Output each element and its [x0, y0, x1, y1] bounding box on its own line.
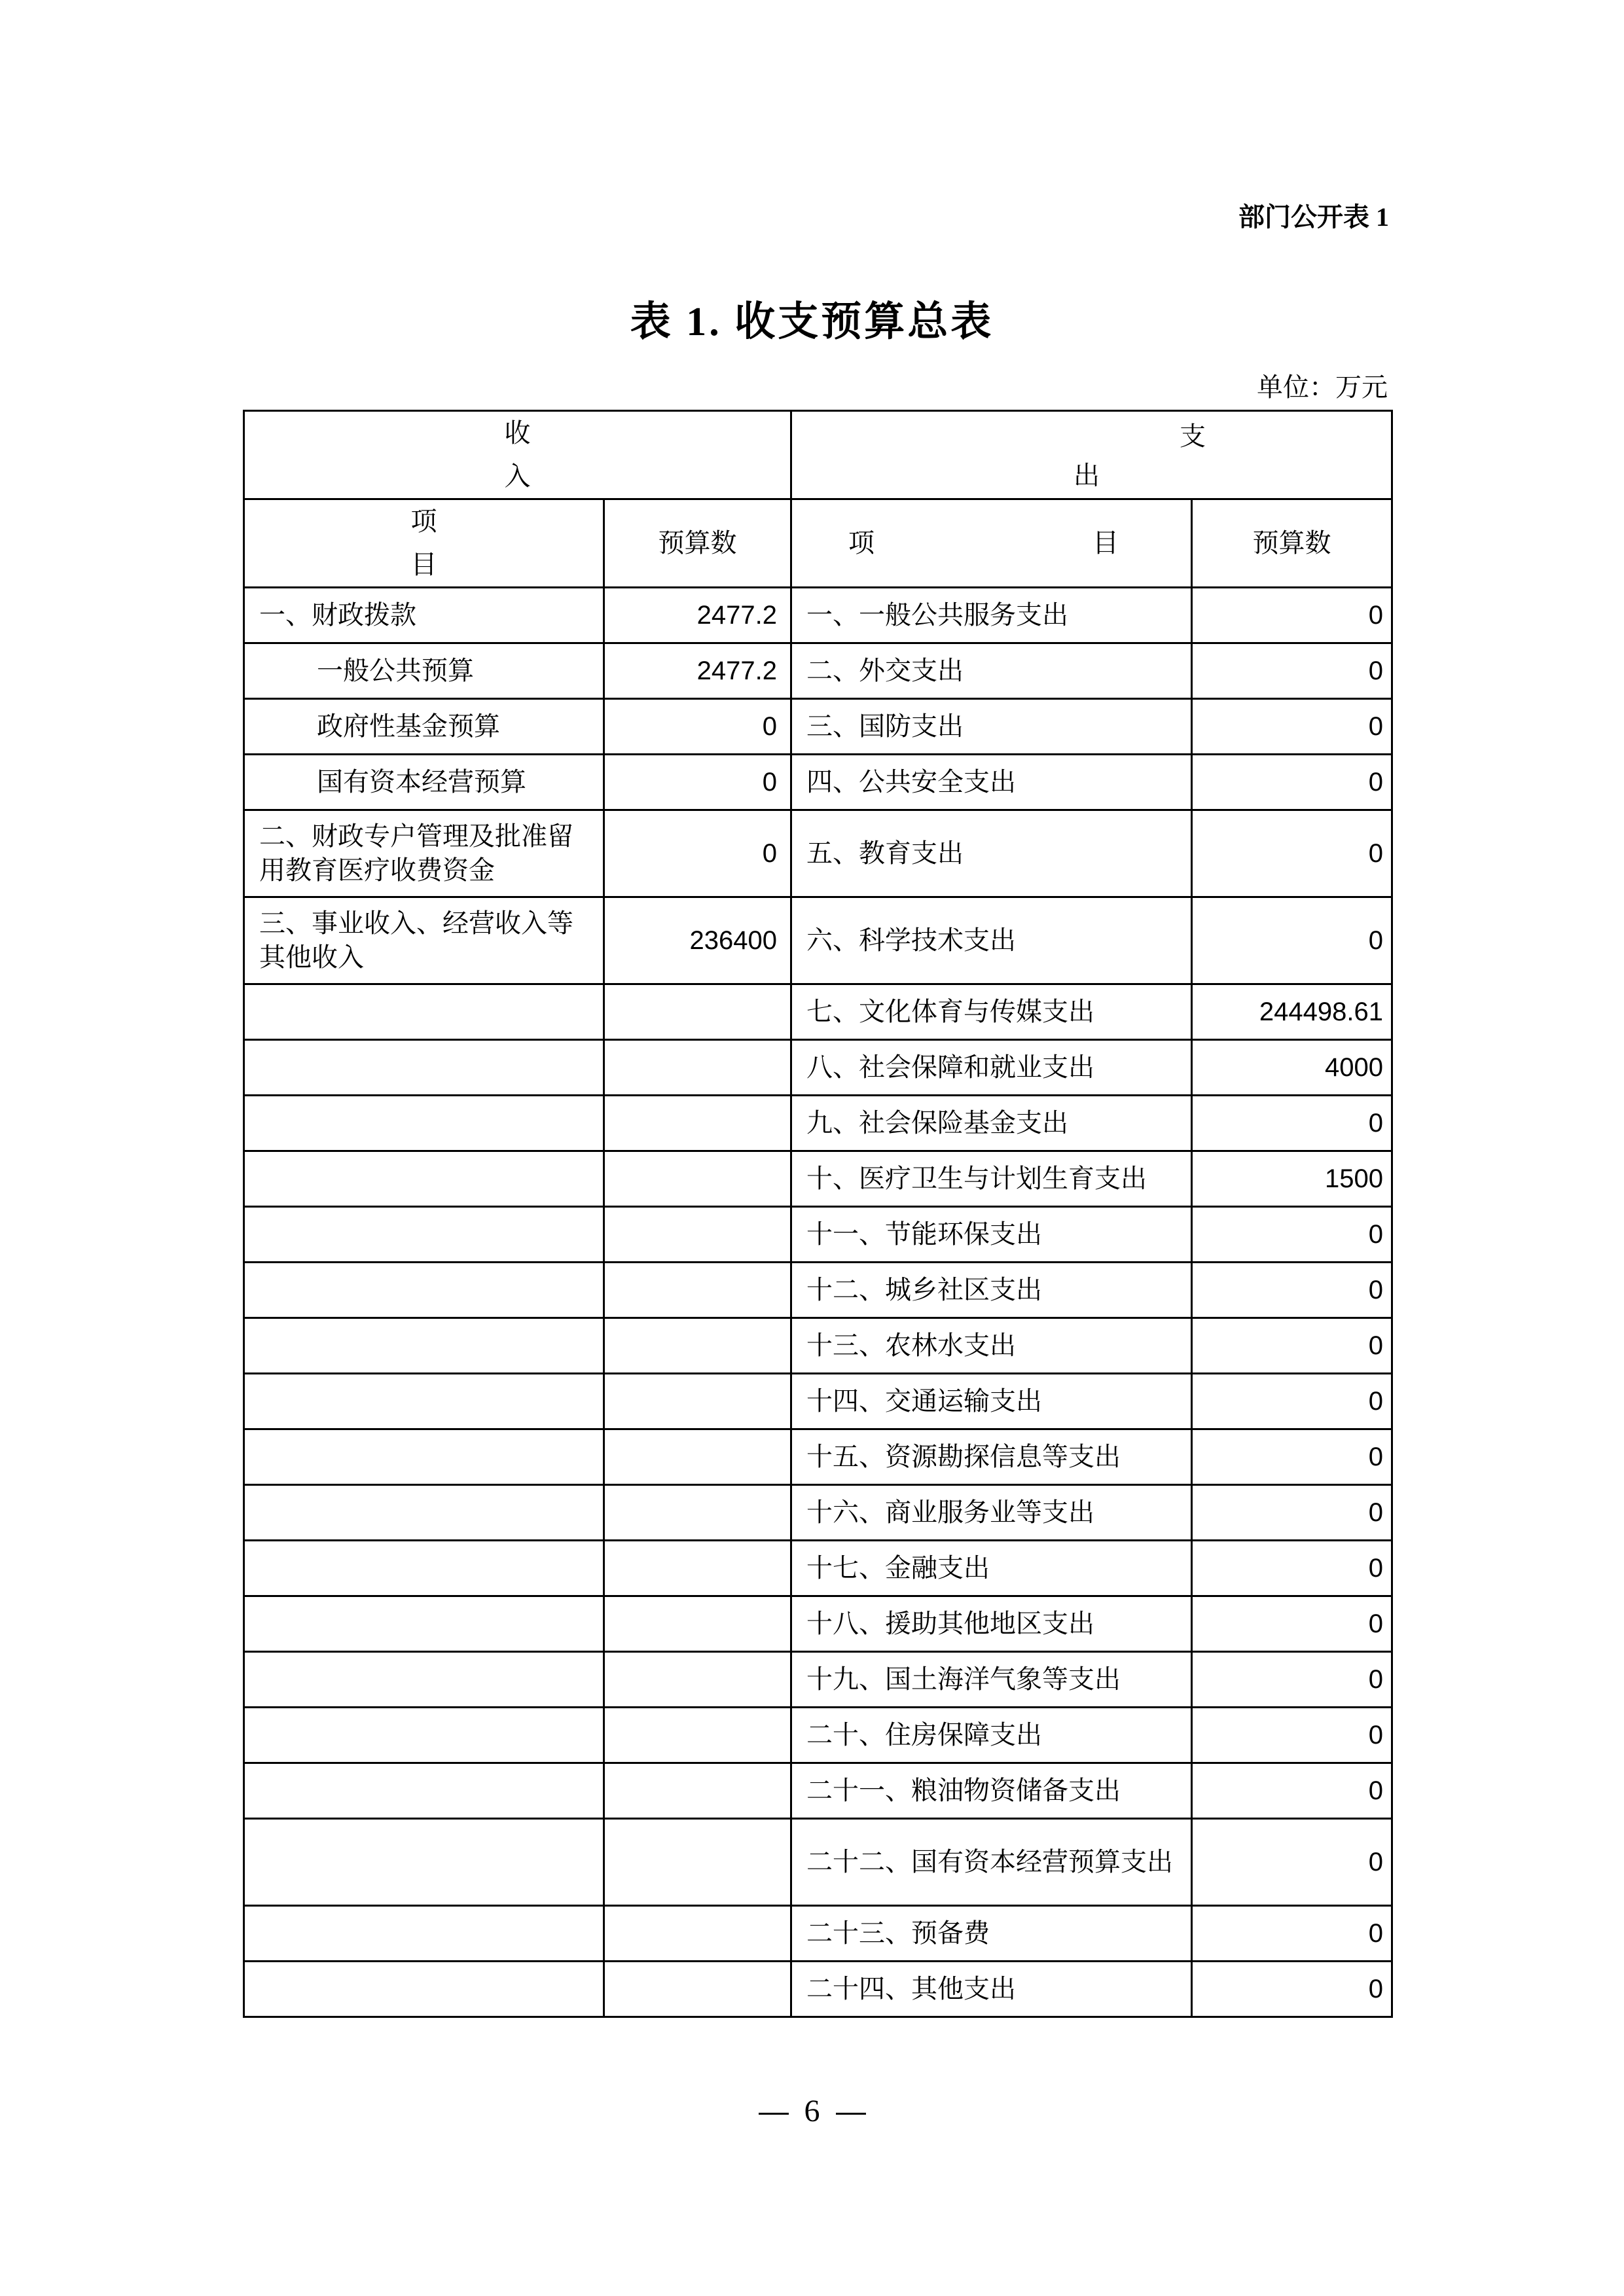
- expense-item-cell: 九、社会保险基金支出: [791, 1096, 1192, 1151]
- income-item-cell: [244, 1096, 604, 1151]
- expense-item-cell: 一、一般公共服务支出: [791, 588, 1192, 643]
- table-row: [244, 810, 1392, 897]
- expense-amount-cell: 0: [1192, 1596, 1392, 1652]
- expense-amount-cell: 0: [1192, 1541, 1392, 1596]
- expense-amount-cell: 0: [1192, 643, 1392, 699]
- expense-amount-cell: 0: [1192, 1708, 1392, 1763]
- table-row: [244, 588, 1392, 643]
- income-amount-cell: 236400: [604, 897, 791, 984]
- income-item-cell: 国有资本经营预算: [244, 755, 604, 810]
- table-row: [244, 1374, 1392, 1429]
- income-amount-cell: [604, 1485, 791, 1541]
- expense-amount-cell: 1500: [1192, 1151, 1392, 1207]
- income-item-cell: [244, 1906, 604, 1962]
- page-dash-left: [759, 2113, 789, 2115]
- income-amount-cell: [604, 1096, 791, 1151]
- income-item-cell: [244, 1318, 604, 1374]
- expense-item-header: [791, 499, 1192, 588]
- income-group-char-2: 入: [504, 461, 531, 491]
- income-amount-cell: [604, 984, 791, 1040]
- expense-amount-cell: 0: [1192, 1819, 1392, 1906]
- expense-item-cell: 十、医疗卫生与计划生育支出: [791, 1151, 1192, 1207]
- expense-amount-cell: 0: [1192, 1263, 1392, 1318]
- income-item-cell: 一般公共预算: [244, 643, 604, 699]
- table-row: [244, 1207, 1392, 1263]
- income-item-cell: [244, 1429, 604, 1485]
- income-item-cell: 政府性基金预算: [244, 699, 604, 755]
- income-amount-cell: [604, 1040, 791, 1096]
- table-row: [244, 1096, 1392, 1151]
- page-number: [0, 2092, 1624, 2131]
- income-item-cell: [244, 1596, 604, 1652]
- expense-item-header-char-1: 项: [848, 528, 875, 558]
- expense-item-cell: 八、社会保障和就业支出: [791, 1040, 1192, 1096]
- page-dash-right: [836, 2113, 866, 2115]
- income-item-header-char-1: 项: [410, 507, 437, 536]
- income-item-cell: 二、财政专户管理及批准留用教育医疗收费资金: [244, 810, 604, 897]
- table-row: [244, 1040, 1392, 1096]
- table-row: [244, 1596, 1392, 1652]
- table-row: [244, 1263, 1392, 1318]
- income-amount-cell: 0: [604, 810, 791, 897]
- income-amount-cell: [604, 1652, 791, 1708]
- expense-amount-cell: 0: [1192, 755, 1392, 810]
- expense-item-cell: 二、外交支出: [791, 643, 1192, 699]
- expense-item-cell: 十二、城乡社区支出: [791, 1263, 1192, 1318]
- expense-group-char-1: 支: [1180, 422, 1206, 451]
- income-item-cell: 一、财政拨款: [244, 588, 604, 643]
- table-row: [244, 643, 1392, 699]
- income-amount-header: 预算数: [604, 499, 791, 588]
- income-item-cell: [244, 1151, 604, 1207]
- table-row: [244, 1906, 1392, 1962]
- expense-item-cell: 十五、资源勘探信息等支出: [791, 1429, 1192, 1485]
- income-item-cell: [244, 1040, 604, 1096]
- expense-amount-cell: 0: [1192, 1374, 1392, 1429]
- expense-item-cell: 十四、交通运输支出: [791, 1374, 1192, 1429]
- expense-amount-cell: 0: [1192, 1763, 1392, 1819]
- expense-item-cell: 十八、援助其他地区支出: [791, 1596, 1192, 1652]
- income-amount-cell: [604, 1263, 791, 1318]
- table-row: [244, 984, 1392, 1040]
- table-row: [244, 1763, 1392, 1819]
- income-amount-cell: [604, 1429, 791, 1485]
- table-row: [244, 1708, 1392, 1763]
- income-amount-cell: [604, 1151, 791, 1207]
- expense-item-cell: 四、公共安全支出: [791, 755, 1192, 810]
- expense-group-char-2: 出: [1074, 461, 1100, 490]
- income-amount-cell: [604, 1318, 791, 1374]
- expense-amount-cell: 0: [1192, 588, 1392, 643]
- budget-table: [243, 410, 1393, 2018]
- expense-item-cell: 十三、农林水支出: [791, 1318, 1192, 1374]
- group-header-row: [244, 411, 1392, 499]
- expense-item-cell: 十七、金融支出: [791, 1541, 1192, 1596]
- income-item-cell: [244, 1652, 604, 1708]
- expense-item-cell: 二十三、预备费: [791, 1906, 1192, 1962]
- expense-group-header: [791, 411, 1392, 499]
- expense-amount-cell: 0: [1192, 699, 1392, 755]
- income-item-cell: [244, 984, 604, 1040]
- expense-amount-cell: 0: [1192, 1096, 1392, 1151]
- expense-amount-cell: 244498.61: [1192, 984, 1392, 1040]
- expense-item-cell: 三、国防支出: [791, 699, 1192, 755]
- income-item-cell: [244, 1263, 604, 1318]
- income-item-cell: [244, 1485, 604, 1541]
- income-item-header-char-2: 目: [410, 550, 437, 579]
- expense-amount-header: 预算数: [1192, 499, 1392, 588]
- table-row: [244, 1819, 1392, 1906]
- expense-item-cell: 五、教育支出: [791, 810, 1192, 897]
- table-row: [244, 1962, 1392, 2017]
- expense-item-cell: 六、科学技术支出: [791, 897, 1192, 984]
- income-amount-cell: [604, 1596, 791, 1652]
- income-item-cell: [244, 1708, 604, 1763]
- income-item-cell: [244, 1207, 604, 1263]
- income-amount-cell: 0: [604, 755, 791, 810]
- expense-item-cell: 十六、商业服务业等支出: [791, 1485, 1192, 1541]
- expense-item-cell: 二十、住房保障支出: [791, 1708, 1192, 1763]
- table-row: [244, 1485, 1392, 1541]
- expense-amount-cell: 0: [1192, 1429, 1392, 1485]
- expense-amount-cell: 0: [1192, 1962, 1392, 2017]
- unit-label: 单位：万元: [1257, 372, 1388, 402]
- income-item-cell: [244, 1962, 604, 2017]
- table-row: [244, 1541, 1392, 1596]
- table-row: [244, 699, 1392, 755]
- income-item-cell: [244, 1763, 604, 1819]
- expense-amount-cell: 0: [1192, 810, 1392, 897]
- income-amount-cell: [604, 1906, 791, 1962]
- income-amount-cell: [604, 1207, 791, 1263]
- table-row: [244, 755, 1392, 810]
- income-group-header: [244, 411, 791, 499]
- table-row: [244, 897, 1392, 984]
- income-amount-cell: [604, 1541, 791, 1596]
- expense-item-cell: 十九、国土海洋气象等支出: [791, 1652, 1192, 1708]
- income-amount-cell: [604, 1962, 791, 2017]
- income-amount-cell: [604, 1819, 791, 1906]
- expense-amount-cell: 0: [1192, 897, 1392, 984]
- page-title: 表 1. 收支预算总表: [630, 300, 994, 344]
- table-row: [244, 1151, 1392, 1207]
- income-item-cell: [244, 1374, 604, 1429]
- income-item-cell: [244, 1541, 604, 1596]
- page-number-value: 6: [804, 2094, 820, 2128]
- expense-amount-cell: 0: [1192, 1906, 1392, 1962]
- expense-amount-cell: 0: [1192, 1207, 1392, 1263]
- income-amount-cell: [604, 1763, 791, 1819]
- column-header-row: [244, 499, 1392, 588]
- table-row: [244, 1429, 1392, 1485]
- income-amount-cell: 2477.2: [604, 588, 791, 643]
- table-row: [244, 1652, 1392, 1708]
- expense-item-cell: 七、文化体育与传媒支出: [791, 984, 1192, 1040]
- income-amount-cell: [604, 1374, 791, 1429]
- expense-item-cell: 二十一、粮油物资储备支出: [791, 1763, 1192, 1819]
- income-amount-cell: 2477.2: [604, 643, 791, 699]
- expense-amount-cell: 0: [1192, 1652, 1392, 1708]
- expense-item-header-char-2: 目: [1092, 528, 1119, 558]
- income-item-header: [244, 499, 604, 588]
- expense-item-cell: 十一、节能环保支出: [791, 1207, 1192, 1263]
- expense-amount-cell: 0: [1192, 1485, 1392, 1541]
- income-amount-cell: 0: [604, 699, 791, 755]
- expense-amount-cell: 4000: [1192, 1040, 1392, 1096]
- income-amount-cell: [604, 1708, 791, 1763]
- table-tag: 部门公开表 1: [1238, 202, 1389, 232]
- table-row: [244, 1318, 1392, 1374]
- expense-item-cell: 二十二、国有资本经营预算支出: [791, 1819, 1192, 1906]
- income-group-char-1: 收: [504, 418, 531, 448]
- expense-item-cell: 二十四、其他支出: [791, 1962, 1192, 2017]
- expense-amount-cell: 0: [1192, 1318, 1392, 1374]
- income-item-cell: [244, 1819, 604, 1906]
- income-item-cell: 三、事业收入、经营收入等其他收入: [244, 897, 604, 984]
